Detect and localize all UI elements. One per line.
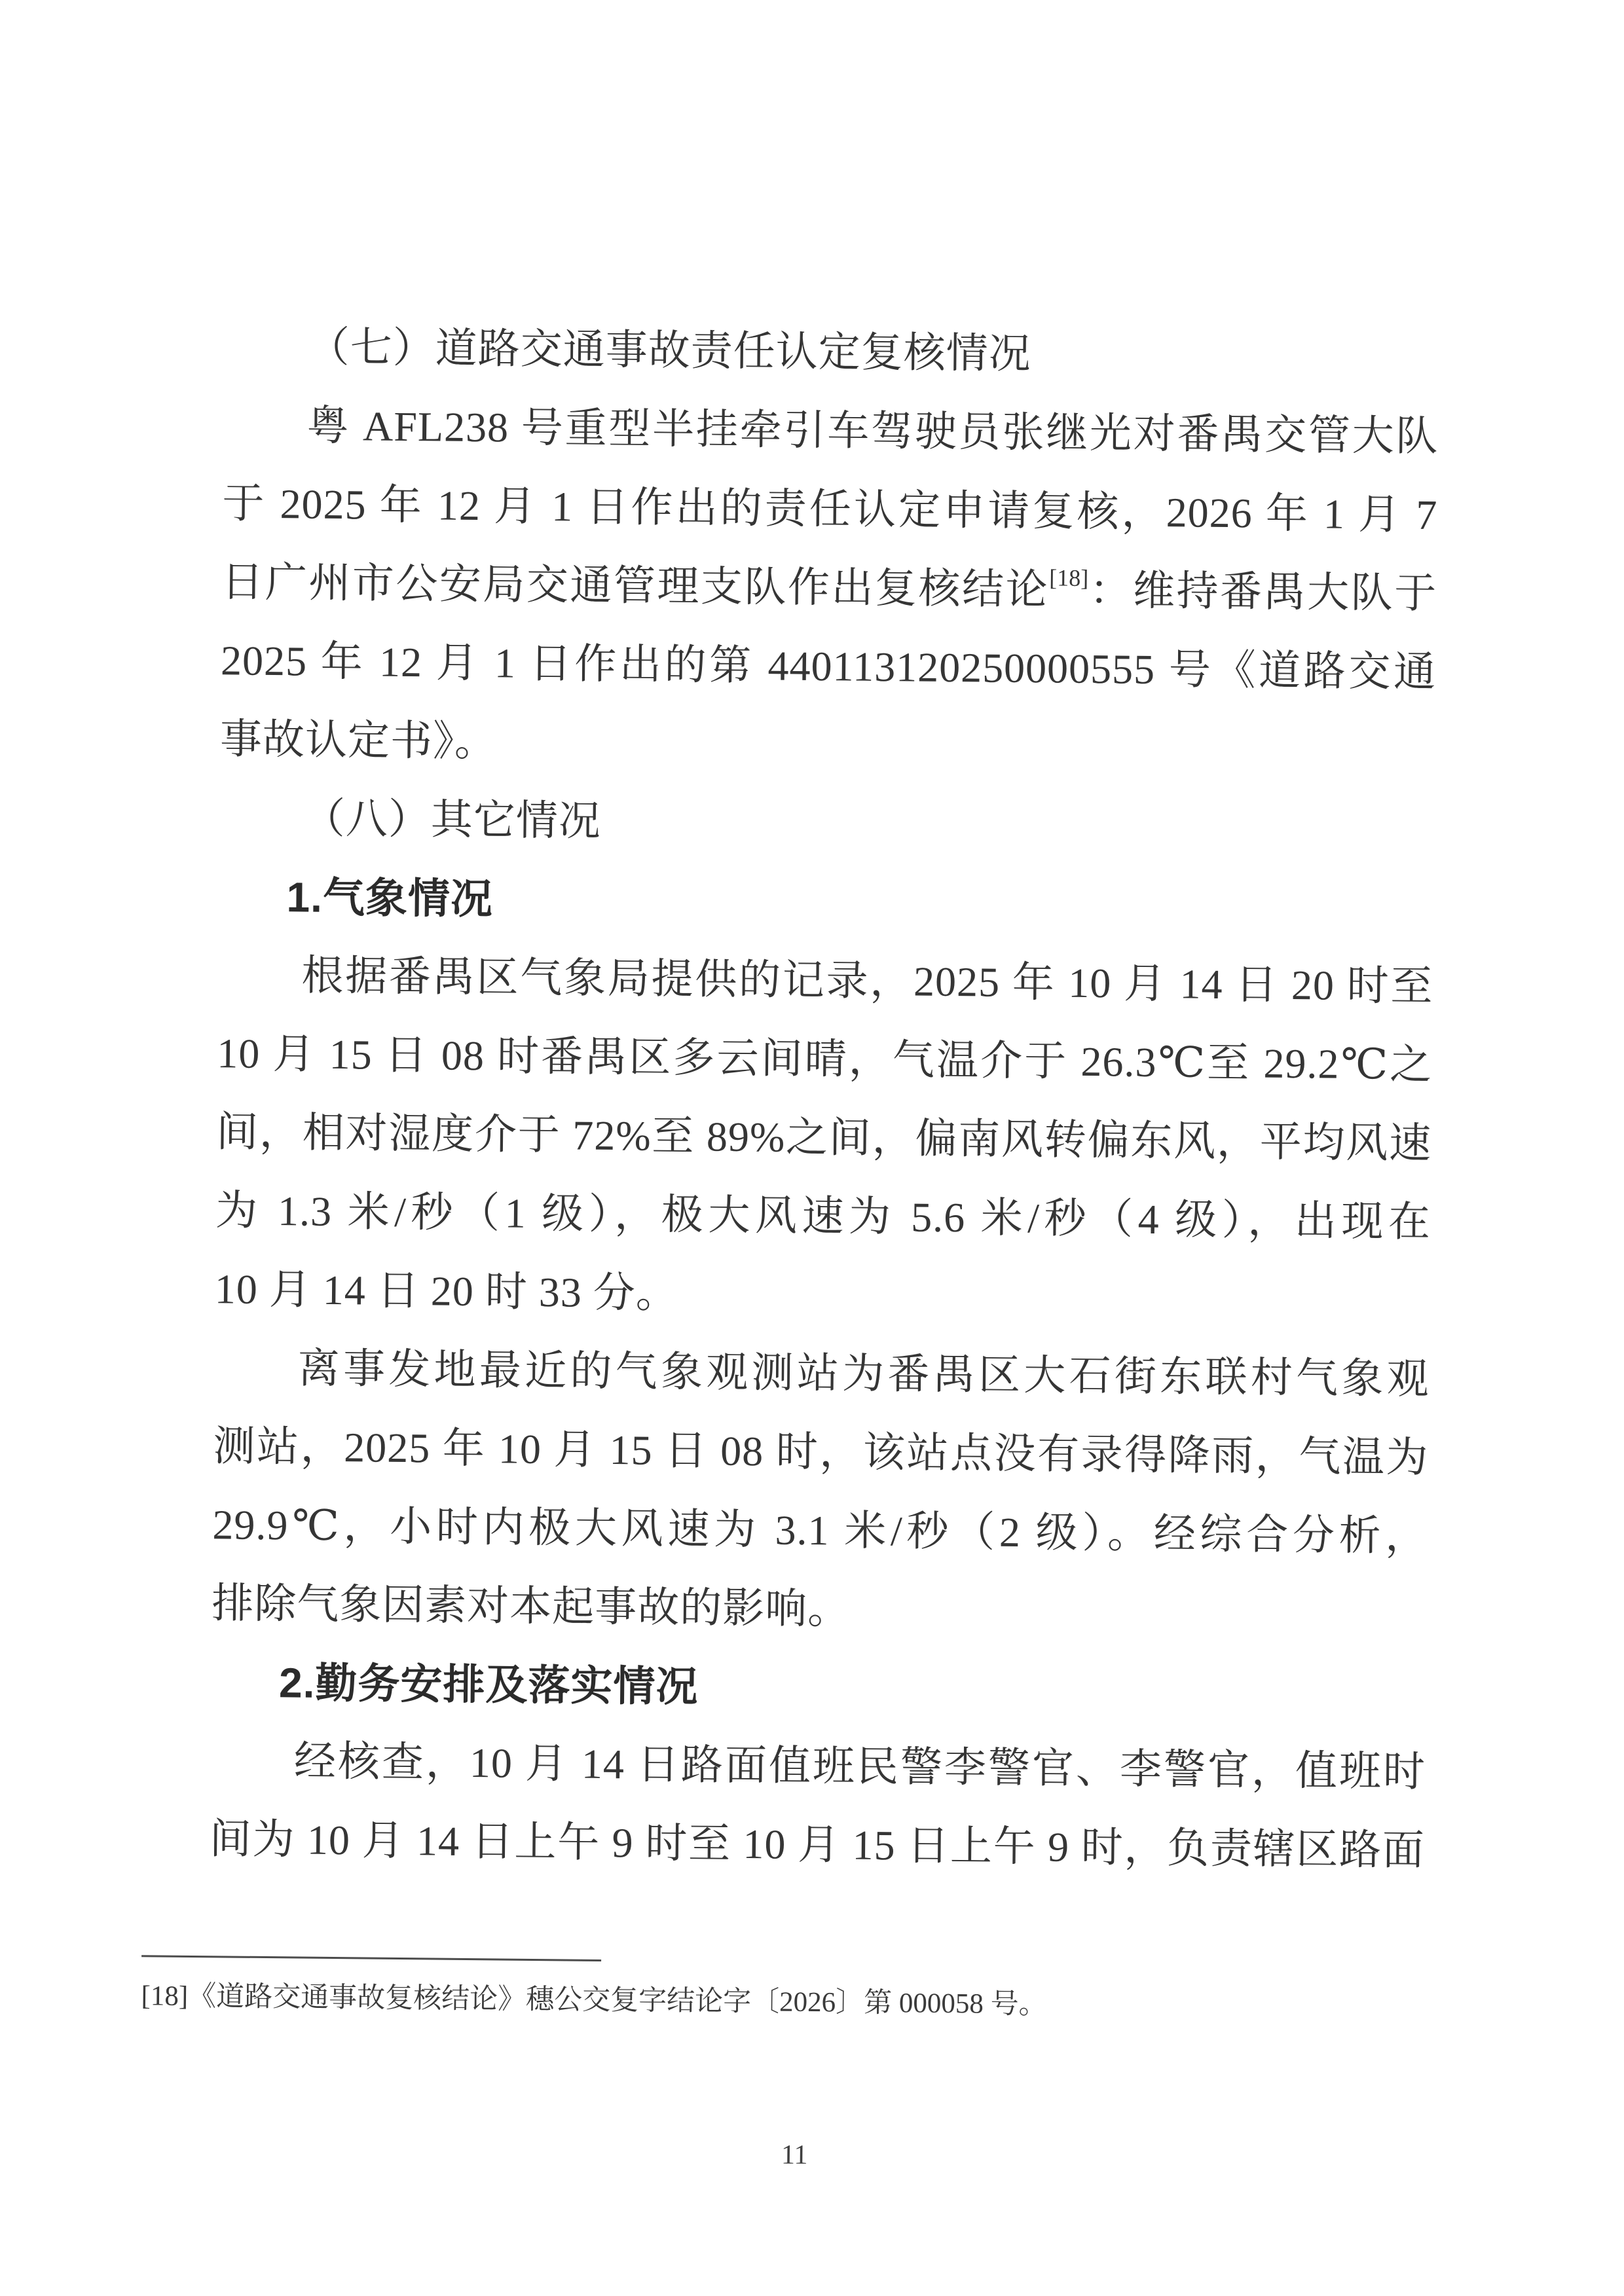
- text-line: 经核查，10 月 14 日路面值班民警李警官、李警官，值班时: [293, 1738, 1426, 1796]
- text-line: 29.9℃，小时内极大风速为 3.1 米/秒（2 级）。经综合分析，: [212, 1501, 1428, 1560]
- subsection-heading-duty: 2.勤务安排及落实情况: [278, 1659, 699, 1711]
- text-line: 间为 10 月 14 日上午 9 时至 10 月 15 日上午 9 时，负责辖区路面: [209, 1815, 1426, 1874]
- text-line: 测站，2025 年 10 月 15 日 08 时，该站点没有录得降雨，气温为: [213, 1423, 1429, 1482]
- section-heading-7: （七）道路交通事故责任认定复核情况: [307, 323, 1031, 378]
- footnote-separator: [141, 1955, 601, 1961]
- subsection-heading-weather: 1.气象情况: [286, 873, 494, 923]
- text-line: [221, 543, 1437, 633]
- footnote-number: [18]: [141, 1980, 189, 2012]
- footnote-ref-18: [18]: [1049, 564, 1089, 592]
- text-line: 10 月 14 日 20 时 33 分。: [214, 1266, 679, 1317]
- footnote-text: 《道路交通事故复核结论》穗公交复字结论字〔2026〕第 000058 号。: [187, 1980, 1047, 2020]
- text-line: 于 2025 年 12 月 1 日作出的责任认定申请复核，2026 年 1 月 7: [222, 480, 1438, 539]
- text-segment: 日广州市公安局交通管理支队作出复核结论: [221, 558, 1050, 613]
- text-line: 事故认定书》。: [219, 716, 498, 765]
- footnote: [141, 1976, 1399, 2028]
- text-line: 为 1.3 米/秒（1 级），极大风速为 5.6 米/秒（4 级），出现在: [215, 1187, 1431, 1246]
- text-line: 间，相对湿度介于 72%至 89%之间，偏南风转偏东风，平均风速: [215, 1108, 1432, 1167]
- text-line: 根据番禺区气象局提供的记录，2025 年 10 月 14 日 20 时至: [301, 952, 1433, 1010]
- text-line: 离事发地最近的气象观测站为番禺区大石街东联村气象观: [297, 1345, 1430, 1403]
- page-number: 11: [781, 2140, 808, 2171]
- section-heading-8: （八）其它情况: [303, 795, 602, 845]
- text-line: 排除气象因素对本起事故的影响。: [211, 1580, 851, 1633]
- text-line: 2025 年 12 月 1 日作出的第 440113120250000555 号《道路交通: [220, 637, 1437, 696]
- report-body: [209, 307, 1439, 1890]
- text-line: 粤 AFL238 号重型半挂牵引车驾驶员张继光对番禺交管大队: [306, 402, 1439, 460]
- text-line: 10 月 15 日 08 时番禺区多云间晴，气温介于 26.3℃至 29.2℃之: [217, 1030, 1433, 1089]
- text-segment: ：维持番禺大队于: [1088, 567, 1437, 617]
